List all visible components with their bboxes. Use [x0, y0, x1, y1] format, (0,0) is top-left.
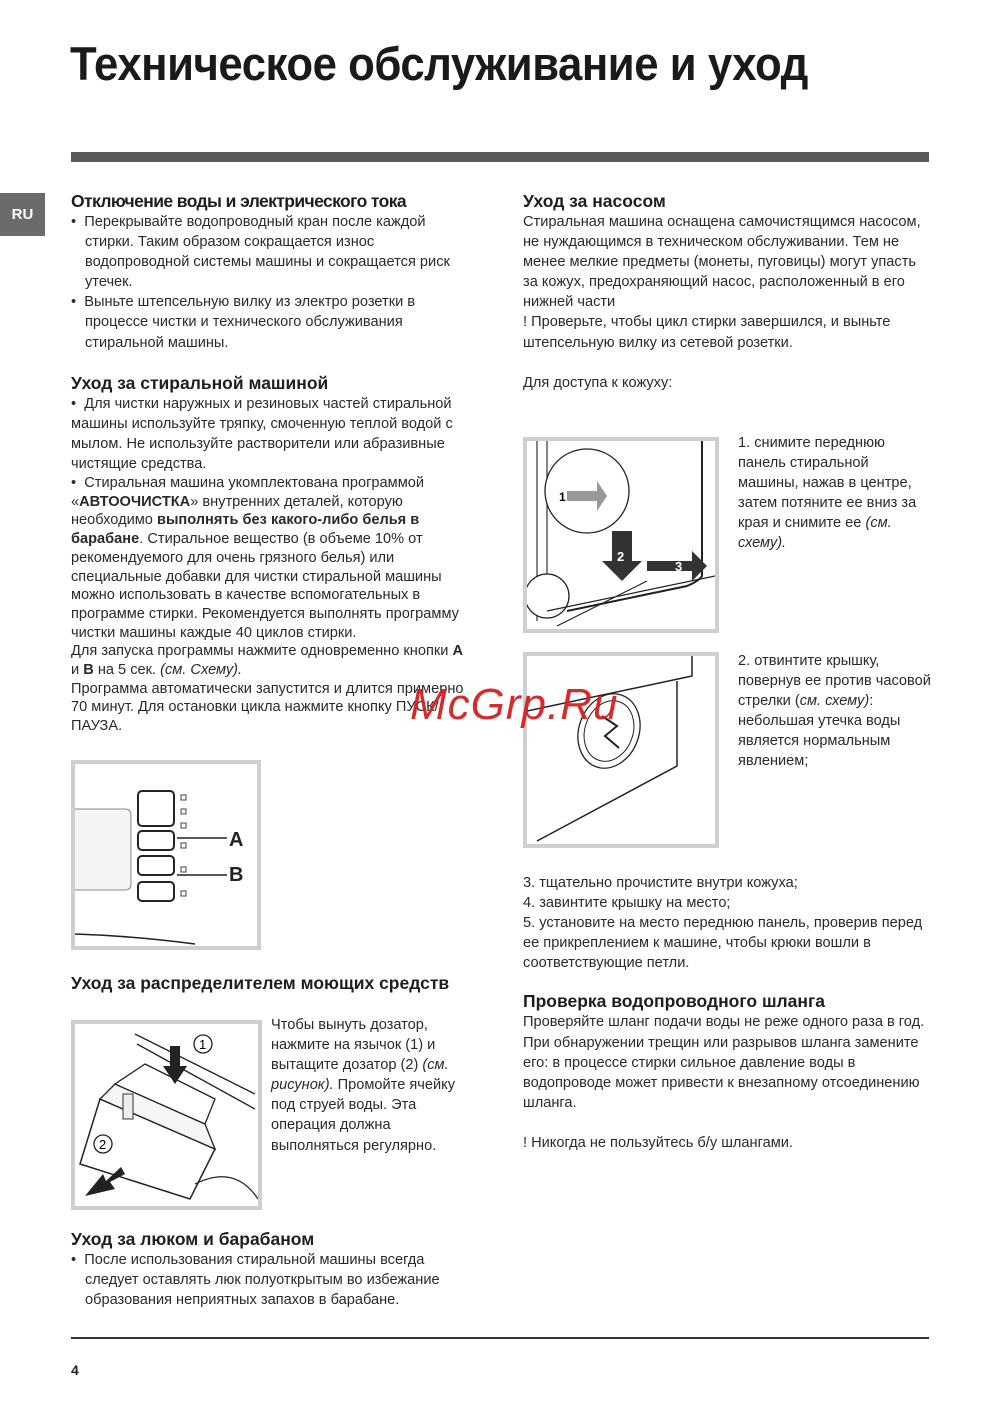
paragraph-autoclean: • Стиральная машина укомплектована программой «АВТООЧИСТКА» внутренних деталей, которую необходимо выполнять без какого-либо белья в барабане. Стиральное вещество (в объеме 10% от рекомендуемого для очень грязного белья) или специальные добавки для чистки стиральной машины можно использовать в качестве вспомогательных в программе стирки. Рекомендуется выполнять программу чистки машины каждые 40 циклов стирки.: [71, 475, 459, 641]
dispenser-diagram: [75, 1024, 258, 1206]
section-heading-machine-care: Уход за стиральной машиной: [71, 372, 329, 393]
section-heading-hose: Проверка водопроводного шланга: [523, 991, 825, 1012]
button-bottom: [138, 882, 174, 901]
label-2: 2: [617, 549, 625, 564]
right-column: [523, 191, 933, 393]
paragraph-cleaning: • Для чистки наружных и резиновых частей стиральной машины используйте тряпку, смоченную теплой водой с мылом. Не используйте растворители или абразивные чистящие средства.: [71, 395, 453, 472]
front-panel-diagram: [527, 441, 715, 629]
language-tab: RU: [0, 193, 45, 236]
steps-3-5: [523, 873, 933, 1153]
label-a: A: [229, 829, 244, 851]
front-panel-figure: [523, 437, 719, 633]
list-item: • Перекрывайте водопроводный кран после каждой стирки. Таким образом сокращается износ водопроводной системы машины и сокращается риск утечек.: [71, 214, 450, 291]
paragraph-duration: Программа автоматически запустится и длится примерно 70 минут. Для остановки цикла нажмите кнопку ПУСК/ПАУЗА.: [71, 680, 464, 735]
step-3: 3. тщательно прочистите внутри кожуха;: [523, 875, 798, 891]
step-1-text: 1. снимите переднюю панель стиральной машины, нажав в центре, затем потяните ее вниз за края и снимите ее (см. схему).: [738, 435, 917, 552]
list-item: • После использования стиральной машины всегда следует оставлять люк полуоткрытым во избежание образования неприятных запахов в барабане.: [71, 1252, 440, 1309]
label-b: B: [229, 864, 244, 886]
paragraph-start-program: Для запуска программы нажмите одновременно кнопки A и B на 5 сек. (см. Схему).: [71, 643, 464, 679]
button-a: [138, 831, 174, 850]
control-panel-figure: [71, 760, 261, 950]
section-heading-dispenser: Уход за распределителем моющих средств: [71, 973, 450, 993]
button-large: [138, 791, 174, 826]
left-column: [71, 191, 471, 736]
title-divider: [71, 152, 929, 162]
label-1: 1: [199, 1037, 207, 1052]
control-panel-diagram: [75, 764, 257, 946]
warning-used-hoses: ! Никогда не пользуйтесь б/у шлангами.: [523, 1134, 793, 1151]
label-3: 3: [675, 559, 683, 574]
step-2-text: 2. отвинтите крышку, повернув ее против часовой стрелки (см. схему): небольшая утечка воды является нормальным явлением;: [738, 653, 931, 770]
step-4: 4. завинтите крышку на место;: [523, 895, 731, 912]
page-title: Техническое обслуживание и уход: [70, 37, 808, 90]
dispenser-figure: [71, 1020, 262, 1210]
label-1: 1: [559, 490, 566, 504]
door-drum-section: [71, 1229, 471, 1310]
warning-unplug: ! Проверьте, чтобы цикл стирки завершился, и выньте штепсельную вилку из сетевой розетки.: [523, 314, 891, 351]
label-2: 2: [99, 1137, 107, 1152]
step-5: 5. установите на место переднюю панель, проверив перед ее прикреплением к машине, чтобы крюки вошли в соответствующие петли.: [523, 915, 923, 972]
watermark: McGrp.Ru: [410, 680, 619, 729]
list-item: • Выньте штепсельную вилку из электро розетки в процессе чистки и технического обслуживания стиральной машины.: [71, 294, 416, 351]
section-heading-water-power: Отключение воды и электрического тока: [71, 191, 407, 211]
page-number: 4: [71, 1362, 79, 1378]
paragraph-pump: Стиральная машина оснащена самочистящимся насосом, не нуждающимся в техническом обслуживании. Тем не менее мелкие предметы (монеты, пуговицы) могут упасть за кожух, предохраняющий насос, расположенный в его нижней части: [523, 214, 921, 311]
section-heading-pump: Уход за насосом: [523, 191, 666, 211]
dispenser-section: [71, 973, 471, 994]
button-b: [138, 856, 174, 875]
section-heading-door-drum: Уход за люком и барабаном: [71, 1229, 315, 1249]
dispenser-text: Чтобы вынуть дозатор, нажмите на язычок (1) и вытащите дозатор (2) (см. рисунок). Промойте ячейку под струей воды. Эта операция должна выполняться регулярно.: [271, 1017, 456, 1154]
footer-divider: [71, 1337, 929, 1339]
access-text: Для доступа к кожуху:: [523, 374, 673, 391]
paragraph-hose: Проверяйте шланг подачи воды не реже одного раза в год. При обнаружении трещин или разрывов шланга замените его: в процессе стирки сильное давление воды в водопроводе может привести к внезапному отсоединению шланга.: [523, 1014, 925, 1111]
